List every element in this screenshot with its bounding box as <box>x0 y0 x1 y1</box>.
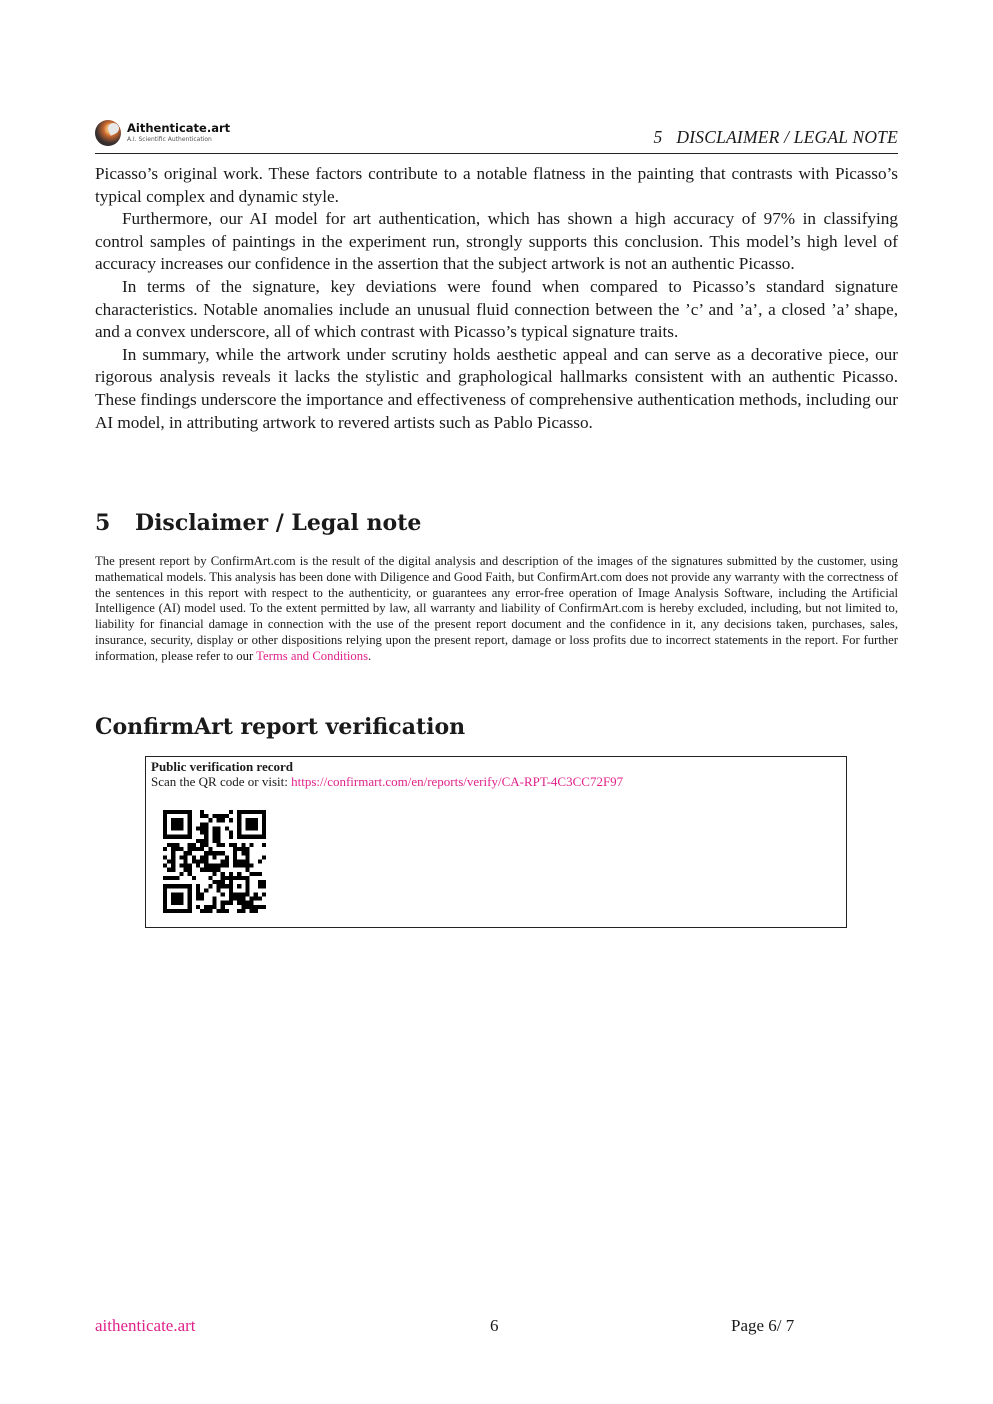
paragraph: In terms of the signature, key deviations were found when compared to Picasso’s standard signature characteristics. Notable anomalies include an unusual fluid connection between the ’c’ and ’a’, a closed ’a’ shape, and a convex underscore, all of which contrast with Picasso’s typical signature traits. <box>95 276 898 342</box>
logo <box>95 120 230 146</box>
verification-box-title: Public verification record <box>151 759 294 774</box>
body-text <box>95 163 898 434</box>
scan-text: Scan the QR code or visit: <box>151 774 292 789</box>
footer-page-number: 6 <box>490 1316 499 1335</box>
paragraph: In summary, while the artwork under scrutiny holds aesthetic appeal and can serve as a decorative piece, our rigorous analysis reveals it lacks the stylistic and graphological hallmarks consistent with an authentic Picasso. These findings underscore the importance and effectiveness of comprehensive authentication methods, including our AI model, in attributing artwork to revered artists such as Pablo Picasso. <box>95 344 898 432</box>
disclaimer-body: The present report by ConfirmArt.com is the result of the digital analysis and description of the images of the signatures submitted by the customer, using mathematical models. This analysis has been done with Diligence and Good Faith, but ConfirmArt.com does not provide any warranty with the correctness of the sentences in this report with respect to the authenticity, or guarantees any error-free operation of Image Analysis Software, including the Artificial Intelligence (AI) model used. To the extent permitted by law, all warranty and liability of ConfirmArt.com is hereby excluded, including, but not limited to, liability for financial damage in connection with the use of the present report document and the confidence in it, any decisions taken, purchases, sales, insurance, security, display or other dispositions relying upon the present report, damage or loss profits due to incorrect statements in the report. For further information, please refer to our <box>95 554 898 663</box>
terms-link[interactable]: Terms and Conditions <box>256 648 369 663</box>
footer-page-label: Page 6/ 7 <box>731 1316 795 1335</box>
verification-box <box>145 756 847 928</box>
page-header <box>95 118 898 154</box>
qr-code-icon[interactable] <box>163 810 266 913</box>
section-title: Disclaimer / Legal note <box>135 510 422 536</box>
running-head-title: DISCLAIMER / LEGAL NOTE <box>676 127 898 147</box>
verification-line <box>151 774 623 790</box>
verification-url-link[interactable]: https://confirmart.com/en/reports/verify/CA-RPT-4C3CC72F97 <box>291 774 624 789</box>
verification-heading: ConfirmArt report verification <box>95 714 466 740</box>
logo-icon <box>95 120 121 146</box>
running-head-number: 5 <box>653 127 663 147</box>
disclaimer-text <box>95 554 898 665</box>
paragraph: Furthermore, our AI model for art authentication, which has shown a high accuracy of 97% in classifying control samples of paintings in the experiment run, strongly supports this conclusion. This model’s high level of accuracy increases our confidence in the assertion that the subject artwork is not an authentic Picasso. <box>95 209 898 274</box>
paragraph: Picasso’s original work. These factors contribute to a notable flatness in the painting that contrasts with Picasso’s typical complex and dynamic style. <box>95 164 898 206</box>
logo-name: Aithenticate.art <box>127 121 231 136</box>
section-number: 5 <box>95 510 111 536</box>
disclaimer-end: . <box>368 648 372 663</box>
logo-tagline: A.I. Scientific Authentication <box>127 135 212 143</box>
disclaimer-heading <box>95 510 421 536</box>
running-head <box>653 127 898 148</box>
footer-site-link[interactable]: aithenticate.art <box>95 1316 196 1335</box>
